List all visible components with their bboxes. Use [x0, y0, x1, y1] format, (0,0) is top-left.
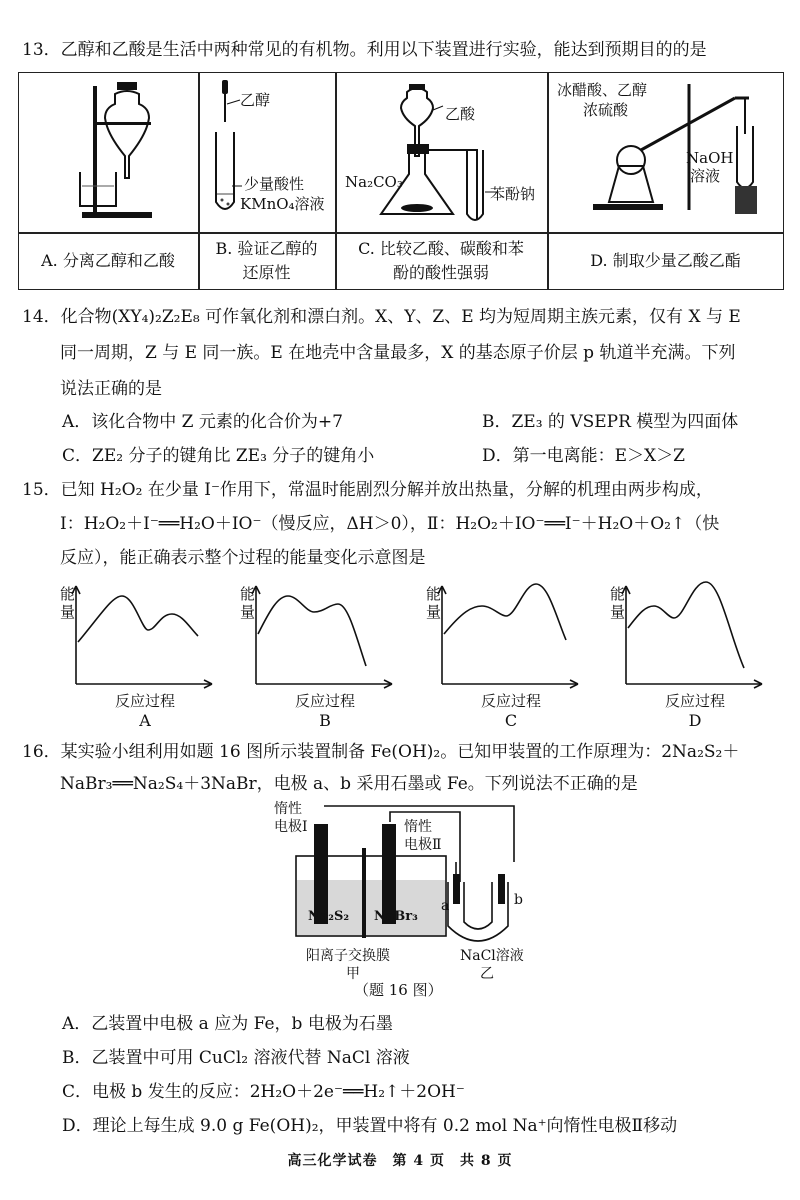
q16-option-d: D．理论上每生成 9.0 g Fe(OH)₂，甲装置中将有 0.2 mol Na⁺向惰性电极Ⅱ移动 [62, 1116, 678, 1136]
q15-diagram-c [438, 584, 578, 688]
q16-electrode2-label-1: 惰性 [404, 819, 432, 835]
q15-a-y-label-2: 量 [60, 603, 76, 621]
q15-d-y-label-1: 能 [610, 585, 626, 603]
q15-stem-line3: 反应），能正确表示整个过程的能量变化示意图是 [60, 548, 426, 568]
q16-option-b: B．乙装置中可用 CuCl₂ 溶液代替 NaCl 溶液 [62, 1048, 410, 1068]
q14-option-b: B．ZE₃ 的 VSEPR 模型为四面体 [482, 412, 739, 432]
q15-stem-line1: 15．已知 H₂O₂ 在少量 I⁻作用下，常温时能剧烈分解并放出热量，分解的机理由两步构成， [22, 480, 713, 500]
q13-fig-c-phenolate-label: 苯酚钠 [490, 185, 536, 203]
q16-nacl-label: NaCl溶液 [460, 948, 524, 964]
q16-electrode2-label-2: 电极Ⅱ [404, 837, 442, 853]
q16-stem-line1: 16．某实验小组利用如题 16 图所示装置制备 Fe(OH)₂。已知甲装置的工作原理为：2Na₂S₂＋ [22, 742, 740, 762]
q13-fig-d-solution-label: 溶液 [690, 167, 721, 185]
q16-jia-label: 甲 [346, 966, 360, 982]
q15-c-y-label-2: 量 [426, 603, 442, 621]
q13-fig-d-naoh-label: NaOH [686, 149, 734, 167]
q13-option-b-line1: B. 验证乙醇的 [215, 239, 318, 258]
q16-stem-line2: NaBr₃══Na₂S₄＋3NaBr，电极 a、b 采用石墨或 Fe。下列说法不正确的是 [60, 774, 638, 794]
q16-membrane-label: 阳离子交换膜 [306, 948, 390, 964]
q13-option-a: A. 分离乙醇和乙酸 [41, 251, 175, 270]
q14-option-d: D．第一电离能：E＞X＞Z [482, 446, 685, 466]
q13-fig-c-na2co3-label: Na₂CO₃ [345, 173, 403, 191]
q13-figure-c-acid-comparison [337, 74, 545, 230]
q15-label-a: A [139, 711, 151, 730]
q13-fig-b-kmno4-label: KMnO₄溶液 [240, 195, 325, 213]
q15-a-y-label-1: 能 [60, 585, 76, 603]
q16-option-c: C．电极 b 发生的反应：2H₂O＋2e⁻══H₂↑＋2OH⁻ [62, 1082, 465, 1102]
q15-b-y-label-1: 能 [240, 585, 256, 603]
q15-diagram-d [622, 582, 762, 688]
q13-fig-b-acidic-label: 少量酸性 [244, 175, 305, 193]
q16-figure-caption: （题 16 图） [354, 981, 443, 999]
q15-diagram-b [252, 586, 392, 688]
q13-fig-c-acetic-label: 乙酸 [445, 105, 476, 123]
q16-option-a: A．乙装置中电极 a 应为 Fe，b 电极为石墨 [62, 1014, 393, 1034]
q13-fig-b-ethanol-label: 乙醇 [240, 91, 271, 109]
q13-option-c-line2: 酚的酸性强弱 [392, 263, 489, 282]
q15-b-x-label: 反应过程 [294, 692, 355, 710]
q15-d-y-label-2: 量 [610, 603, 626, 621]
q14-stem-line2: 同一周期，Z 与 E 同一族。E 在地壳中含量最多，X 的基态原子价层 p 轨道半充满。下列 [60, 343, 736, 363]
q13-fig-d-sulfuric-label: 浓硫酸 [583, 101, 629, 119]
q13-table-divider [18, 232, 784, 234]
q13-figure-a-separatory-funnel [20, 74, 196, 230]
page-footer: 高三化学试卷 第 4 页 共 8 页 [287, 1153, 513, 1169]
q13-fig-d-reagents-label: 冰醋酸、乙醇 [557, 81, 648, 99]
q15-a-x-label: 反应过程 [114, 692, 175, 710]
q13-option-d: D. 制取少量乙酸乙酯 [590, 251, 741, 270]
q13-option-c-line1: C. 比较乙酸、碳酸和苯 [358, 239, 524, 258]
q15-label-b: B [319, 711, 331, 730]
q15-d-x-label: 反应过程 [664, 692, 725, 710]
q16-electrode1-label-1: 惰性 [274, 801, 302, 817]
q13-stem: 13．乙醇和乙酸是生活中两种常见的有机物。利用以下装置进行实验，能达到预期目的的是 [22, 40, 707, 60]
q16-yi-label: 乙 [480, 966, 494, 982]
q15-c-x-label: 反应过程 [480, 692, 541, 710]
q16-electrode-b-label: b [514, 892, 523, 908]
q15-diagram-a [72, 586, 212, 688]
q16-electrode1-label-2: 电极Ⅰ [274, 819, 308, 835]
q16-left-solution-label: Na₂S₂ [308, 909, 350, 924]
q15-label-d: D [688, 711, 702, 730]
q15-stem-line2: Ⅰ：H₂O₂＋I⁻══H₂O＋IO⁻（慢反应，ΔH＞0），Ⅱ：H₂O₂＋IO⁻══I⁻＋H₂O＋O₂↑（快 [60, 514, 720, 534]
q15-label-c: C [504, 711, 518, 730]
q16-right-solution-label: NaBr₃ [374, 909, 418, 924]
q15-c-y-label-1: 能 [426, 585, 442, 603]
q13-option-b-line2: 还原性 [242, 263, 291, 282]
q16-electrode-a-label: a [441, 898, 450, 914]
q15-b-y-label-2: 量 [240, 603, 256, 621]
q14-stem-line3: 说法正确的是 [60, 379, 162, 399]
q14-stem-line1: 14．化合物(XY₄)₂Z₂E₈ 可作氧化剂和漂白剂。X、Y、Z、E 均为短周期主族元素，仅有 X 与 E [22, 307, 741, 327]
q14-option-a: A．该化合物中 Z 元素的化合价为+7 [62, 412, 343, 432]
q14-option-c: C．ZE₂ 分子的键角比 ZE₃ 分子的键角小 [62, 446, 375, 466]
